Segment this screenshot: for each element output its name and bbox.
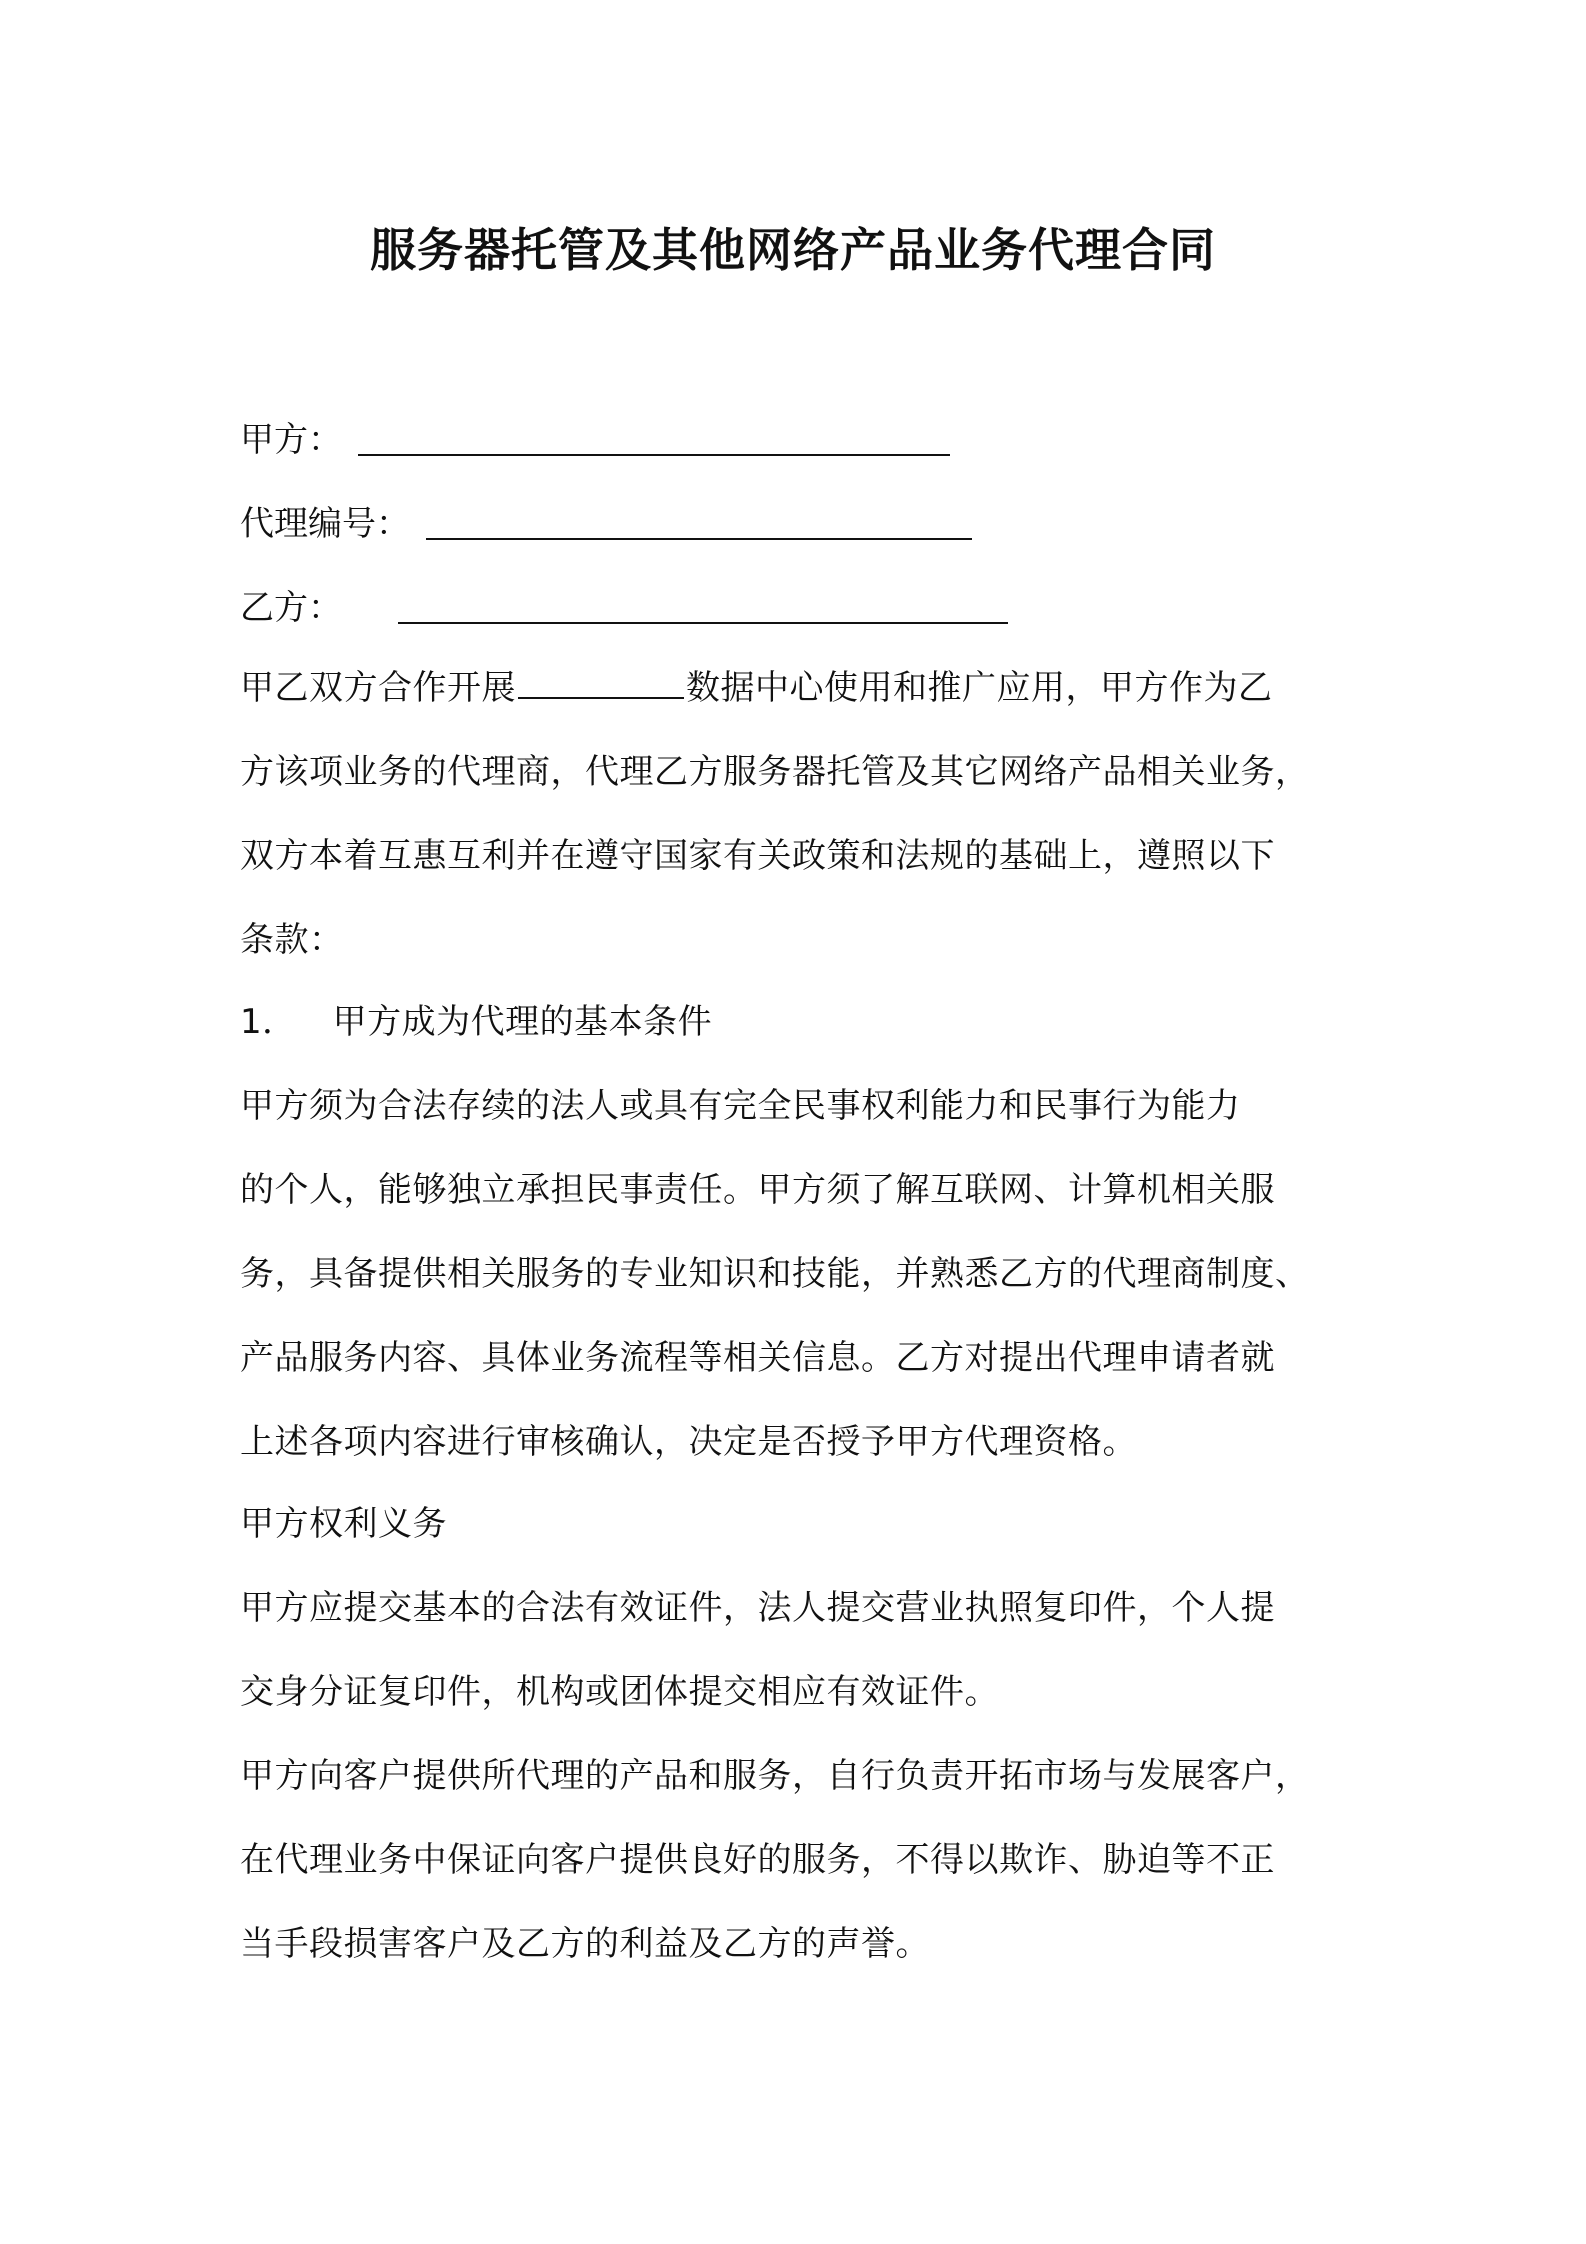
agent-number-blank[interactable]	[426, 508, 972, 540]
intro-line-1-after: 数据中心使用和推广应用，甲方作为乙	[686, 668, 1273, 708]
section-1-line-1: 甲方须为合法存续的法人或具有完全民事权利能力和民事行为能力	[240, 1086, 1241, 1126]
section-1-line-5: 上述各项内容进行审核确认，决定是否授予甲方代理资格。	[240, 1422, 1137, 1462]
party-a-blank[interactable]	[358, 424, 950, 456]
intro-line-1	[240, 666, 1273, 710]
section-1-line-4: 产品服务内容、具体业务流程等相关信息。乙方对提出代理申请者就	[240, 1338, 1275, 1378]
party-a-field	[240, 418, 950, 462]
intro-line-4: 条款：	[240, 920, 344, 960]
section-1-line-3: 务，具备提供相关服务的专业知识和技能，并熟悉乙方的代理商制度、	[240, 1254, 1310, 1294]
section-2-para-2-line-2: 在代理业务中保证向客户提供良好的服务，不得以欺诈、胁迫等不正	[240, 1840, 1275, 1880]
section-2-heading: 甲方权利义务	[240, 1504, 447, 1544]
party-b-blank[interactable]	[398, 592, 1008, 624]
section-1-heading	[240, 1000, 712, 1044]
intro-inline-blank[interactable]	[518, 667, 684, 699]
section-1-title: 甲方成为代理的基本条件	[332, 1002, 713, 1042]
section-2-para-2-line-3: 当手段损害客户及乙方的利益及乙方的声誉。	[240, 1924, 930, 1964]
section-1-line-2: 的个人，能够独立承担民事责任。甲方须了解互联网、计算机相关服	[240, 1170, 1275, 1210]
party-b-field	[240, 586, 1008, 630]
section-2-para-2-line-1: 甲方向客户提供所代理的产品和服务，自行负责开拓市场与发展客户，	[240, 1756, 1310, 1796]
intro-line-2: 方该项业务的代理商，代理乙方服务器托管及其它网络产品相关业务，	[240, 752, 1310, 792]
agent-number-field	[240, 502, 972, 546]
agent-number-label: 代理编号：	[240, 504, 410, 544]
section-2-para-1-line-1: 甲方应提交基本的合法有效证件，法人提交营业执照复印件，个人提	[240, 1588, 1275, 1628]
section-2-para-1-line-2: 交身分证复印件，机构或团体提交相应有效证件。	[240, 1672, 999, 1712]
intro-line-3: 双方本着互惠互利并在遵守国家有关政策和法规的基础上，遵照以下	[240, 836, 1275, 876]
intro-line-1-before: 甲乙双方合作开展	[240, 668, 516, 708]
party-a-label: 甲方：	[240, 420, 342, 460]
section-1-number: 1．	[240, 1002, 297, 1042]
party-b-label: 乙方：	[240, 588, 342, 628]
document-title: 服务器托管及其他网络产品业务代理合同	[370, 223, 1216, 277]
